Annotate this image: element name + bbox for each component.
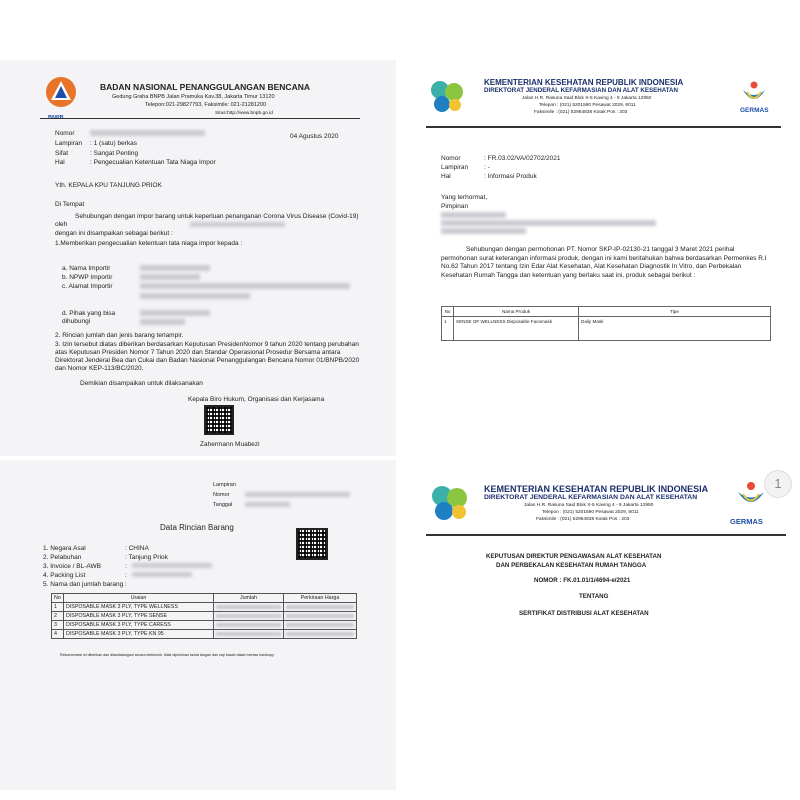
qr-code-icon: [204, 405, 234, 435]
field-npwp-importir: b. NPWP Importir: [62, 274, 113, 281]
item-nama-label: 5. Nama dan jumlah barang :: [43, 581, 127, 588]
table-header-row: [442, 307, 771, 317]
kemenkes-phone: Telepon : (021) 5201590 Pesawat 2029, 8011: [539, 103, 636, 108]
keputusan-nomor: NOMOR : FK.01.01/1/4694-e/2021: [534, 577, 631, 584]
th-nama-produk: Nama Produk: [454, 307, 579, 317]
germas-logo-icon: [739, 80, 769, 106]
greeting: Yang terhormat,: [441, 194, 488, 201]
point-2: 2. Rincian jumlah dan jenis barang terlampir.: [55, 332, 184, 339]
ministry-name: KEMENTERIAN KESEHATAN REPUBLIK INDONESIA: [484, 484, 709, 494]
keputusan-title-1: KEPUTUSAN DIREKTUR PENGAWASAN ALAT KESEHATAN: [486, 553, 662, 560]
pimpinan: Pimpinan: [441, 203, 469, 210]
letter-date: 04 Agustus 2020: [290, 133, 339, 140]
sifat-label: Sifat: [55, 150, 69, 157]
field-alamat-importir: c. Alamat Importir: [62, 283, 113, 290]
table-row: [52, 630, 357, 639]
cell-no: 2: [52, 612, 64, 621]
cell-nama-produk: SENSE OF WELLNESS Disposable Facemask: [454, 317, 579, 341]
keputusan-phone: Telepon : (021) 5201590 Pesawat 2029, 8011: [542, 510, 639, 515]
signer-name: Zahermann Muabezi: [200, 441, 260, 448]
body-paragraph: Sehubungan dengan permohonan PT. Nomor SKP-IP-02130-21 tanggal 3 Maret 2021 perihal permohonan surat keterangan informasi produk, dengan ini kami beritahukan bahwa berdasarkan Permenkes R.I No.62 Tahun 2017 tentang Izin Edar Alat Kesehatan, Alat Kesehatan Diagnostik In Vitro, dan Perbekalan Kesehatan Rumah Tangga dan ketentuan yang berlaku saat ini, produk sebagai berikut :: [441, 246, 767, 279]
th-tipe: Tipe: [579, 307, 771, 317]
th-jumlah: Jumlah: [214, 594, 284, 603]
signer-title: Kepala Biro Hukum, Organisasi dan Kerjasama: [188, 396, 325, 403]
keputusan-fax: Faksimile : (021) 52964838 Kotak Pos : 203: [536, 517, 630, 522]
cell-no: 3: [52, 621, 64, 630]
ministry-name: KEMENTERIAN KESEHATAN REPUBLIK INDONESIA: [484, 78, 684, 87]
cell-harga: [284, 603, 357, 612]
th-harga: Perkiraan Harga: [284, 594, 357, 603]
item-packing-value: :: [125, 572, 127, 579]
keputusan-tentang: TENTANG: [579, 593, 609, 600]
goods-table: [51, 593, 357, 639]
cell-uraian: DISPOSABLE MASK 3 PLY, TYPE SENSE: [64, 612, 214, 621]
page-count-badge[interactable]: 1: [764, 470, 792, 498]
lampiran-value: : 1 (satu) berkas: [90, 140, 137, 147]
recipient: Yth. KEPALA KPU TANJUNG PRIOK: [55, 182, 162, 189]
r-nomor-label: Nomor: [213, 492, 230, 498]
k-lampiran-value: : -: [484, 164, 490, 171]
rincian-page: [0, 460, 396, 790]
org-phone: Telepon:021-29827793, Faksimile: 021-21281200: [145, 102, 267, 108]
kemenkes-address: Jalan H.R. Rasuna Said Blok X-5 Kaving 4 - 9 Jakarta 12950: [522, 96, 652, 101]
cell-no: 4: [52, 630, 64, 639]
nomor-label: Nomor: [55, 130, 75, 137]
th-uraian: Uraian: [64, 594, 214, 603]
place: Di Tempat: [55, 201, 85, 208]
table-row: [52, 603, 357, 612]
kemenkes-letter-page: [404, 60, 800, 456]
footnote: Rekomendasi ini diberikan dan ditandatangani secara elektronik, tidak diperlukan tanda tangan dan cap basah dalam berkas hardcopy: [60, 653, 274, 657]
cell-jumlah: [214, 612, 284, 621]
cell-tipe: Daily Mask: [579, 317, 771, 341]
cell-harga: [284, 612, 357, 621]
table-header-row: [52, 594, 357, 603]
hal-value: : Pengecualian Ketentuan Tata Niaga Impor: [90, 159, 216, 166]
field-nama-importir: a. Nama Importir: [62, 265, 111, 272]
keputusan-page: [404, 460, 800, 790]
directorate-name: DIREKTORAT JENDERAL KEFARMASIAN DAN ALAT KESEHATAN: [484, 87, 678, 94]
cell-uraian: DISPOSABLE MASK 3 PLY, TYPE CARESS: [64, 621, 214, 630]
germas-logo-icon: [734, 480, 768, 512]
th-no: No: [52, 594, 64, 603]
field-pihak: d. Pihak yang bisa dihubungi: [62, 310, 116, 325]
cell-no: 1: [52, 603, 64, 612]
item-negara-label: 1. Negara Asal: [43, 545, 86, 552]
closing: Demikian disampaikan untuk dilaksanakan: [80, 380, 203, 387]
product-table: [441, 306, 771, 341]
k-nomor-label: Nomor: [441, 155, 461, 162]
cell-jumlah: [214, 603, 284, 612]
cell-jumlah: [214, 621, 284, 630]
table-row: [442, 317, 771, 341]
kemenkes-logo-icon: [426, 76, 468, 116]
cell-harga: [284, 630, 357, 639]
org-site: Situs:http://www.bnpb.go.id: [215, 111, 273, 116]
item-invoice-label: 3. Invoice / BL-AWB: [43, 563, 101, 570]
rincian-title: Data Rincian Barang: [160, 523, 234, 532]
sifat-value: : Sangat Penting: [90, 150, 139, 157]
item-pelabuhan-value: : Tanjung Priok: [125, 554, 168, 561]
bnpb-letter-page: [0, 60, 396, 456]
lampiran-label: Lampiran: [55, 140, 83, 147]
r-lampiran-label: Lampiran: [213, 482, 236, 488]
k-hal-label: Hal: [441, 173, 451, 180]
germas-text: GERMAS: [740, 107, 769, 114]
intro-end: dengan ini disampaikan sebagai berikut :: [55, 230, 173, 237]
keputusan-subject: SERTIFIKAT DISTRIBUSI ALAT KESEHATAN: [519, 610, 649, 617]
keputusan-title-2: DAN PERBEKALAN KESEHATAN RUMAH TANGGA: [496, 562, 647, 569]
kemenkes-fax: Faksimile : (021) 52964838 Kotak Pos : 203: [534, 110, 628, 115]
k-nomor-value: : FR.03.02/VA/02702/2021: [484, 155, 561, 162]
cell-uraian: DISPOSABLE MASK 3 PLY, TYPE KN 95: [64, 630, 214, 639]
k-hal-value: : Informasi Produk: [484, 173, 537, 180]
point-1: 1.Memberikan pengecualian ketentuan tata niaga impor kepada :: [55, 240, 243, 247]
intro-paragraph: Sehubungan dengan impor barang untuk keperluan penanganan Corona Virus Disease (Covid-19) oleh: [55, 213, 359, 228]
hal-label: Hal: [55, 159, 65, 166]
item-negara-value: : CHINA: [125, 545, 149, 552]
org-name: BADAN NASIONAL PENANGGULANGAN BENCANA: [100, 82, 310, 92]
org-address: Gedung Graha BNPB Jalan Pramuka Kav.38, Jakarta Timur 13120: [112, 94, 275, 100]
item-pelabuhan-label: 2. Pelabuhan: [43, 554, 82, 561]
table-row: [52, 612, 357, 621]
cell-uraian: DISPOSABLE MASK 3 PLY, TYPE WELLNESS: [64, 603, 214, 612]
item-invoice-value: :: [125, 563, 127, 570]
qr-code-icon: [296, 528, 328, 560]
item-packing-label: 4. Packing List: [43, 572, 86, 579]
kemenkes-logo-icon: [426, 480, 474, 524]
th-no: No: [442, 307, 454, 317]
germas-text: GERMAS: [730, 517, 763, 526]
bnpb-logo-icon: [40, 75, 82, 115]
directorate-name: DIREKTORAT JENDERAL KEFARMASIAN DAN ALAT KESEHATAN: [484, 494, 698, 501]
table-row: [52, 621, 357, 630]
r-tanggal-label: Tanggal: [213, 502, 233, 508]
keputusan-address: Jalan H.R. Rasuna Said Blok X-5 Kaving 4 - 9 Jakarta 12950: [524, 503, 654, 508]
k-lampiran-label: Lampiran: [441, 164, 469, 171]
point-3: 3. Izin tersebut diatas diberikan berdasarkan Keputusan PresidenNomor 9 tahun 2020 tentang perubahan atas Keputusan Presiden Nomor 7 Tahun 2020 dan Standar Operasional Prosedur Bersama antara Direktorat Jenderal Bea dan Cukai dan Badan Nasional Penanggulangan Bencana Nomor 01/BNPB/2020 dan Nomor KEP-113/BC/2020.: [55, 341, 360, 372]
cell-no: 1: [442, 317, 454, 341]
cell-jumlah: [214, 630, 284, 639]
cell-harga: [284, 621, 357, 630]
